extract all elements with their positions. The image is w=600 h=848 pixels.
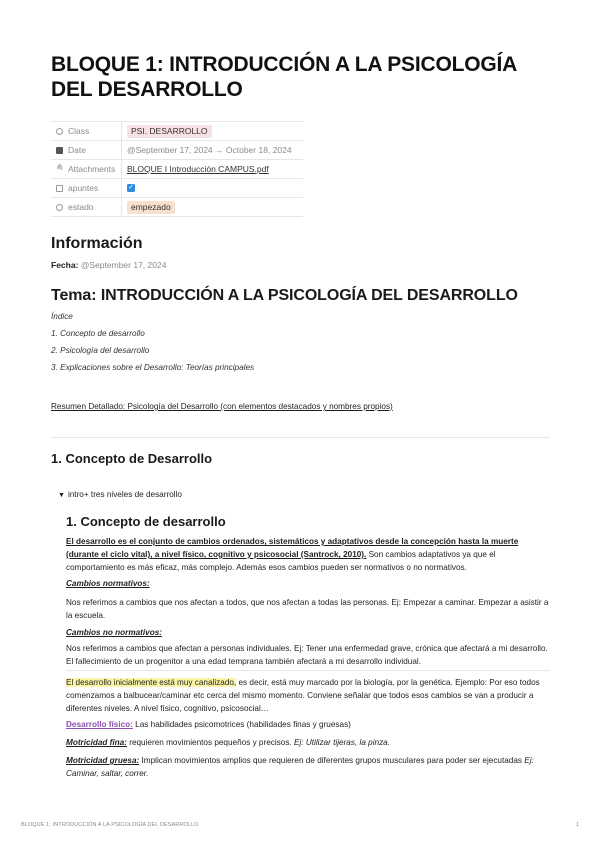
page-footer: BLOQUE 1: INTRODUCCIÓN A LA PSICOLOGÍA DEL DESARROLLO [21,822,199,828]
apuntes-checkbox[interactable]: ✓ [128,184,134,191]
definition-rest: Son cambios adaptativos ya que el comportamiento es más eficaz, más complejo. Además esos cambios pueden ser normativos o no normativos. [66,550,496,572]
sub-heading-concepto: 1. Concepto de desarrollo [66,514,226,529]
property-estado [51,198,303,217]
section-heading-concepto: 1. Concepto de Desarrollo [51,451,213,466]
calendar-icon [56,147,63,154]
property-attachments-key: Attachments [68,164,116,174]
fisico-line: Desarrollo físico: Las habilidades psicomotrices (habilidades finas y gruesas) [66,720,351,729]
informacion-heading: Información [51,235,143,252]
paperclip-icon: 🖇 [56,164,64,171]
fecha-value: @September 17, 2024 [80,260,167,270]
indice-item-3: 3. Explicaciones sobre el Desarrollo: Teorías principales [51,363,255,372]
fecha-line [51,260,166,270]
property-class [51,122,303,141]
tema-label: Tema: [51,287,97,304]
tema-text: INTRODUCCIÓN A LA PSICOLOGÍA DEL DESARROLLO [100,287,518,304]
fecha-label: Fecha: [51,260,79,270]
page-number: 1 [576,822,580,828]
page-title: BLOQUE 1: INTRODUCCIÓN A LA PSICOLOGÍA DEL DESARROLLO [51,53,517,101]
toggle-block[interactable] [58,490,182,499]
triangle-down-icon[interactable]: ▼ [58,492,65,499]
status-icon [56,204,63,211]
no-normativos-text: Nos referimos a cambios que afectan a personas individuales. Ej: Tener una enfermedad grave, crónica que afectará a mi desarrollo. El fallecimiento de un progenitor a una edad temprana también afectará a mi desarrollo individual. [66,644,548,666]
highlighted-text: El desarrollo inicialmente está muy canalizado, [66,678,237,687]
property-class-key: Class [68,126,90,136]
divider [66,670,550,671]
fina-label: Motricidad fina: [66,738,127,747]
attachment-link[interactable]: BLOQUE I Introducción CAMPUS.pdf [127,164,269,174]
resumen-link[interactable]: Resumen Detallado: Psicología del Desarrollo (con elementos destacados y nombres propios) [51,402,393,411]
gruesa-label: Motricidad gruesa: [66,756,140,765]
status-badge[interactable]: empezado [127,201,175,214]
property-date-key: Date [68,145,86,155]
normativos-label: Cambios normativos: [66,579,150,588]
fisico-label: Desarrollo físico: [66,720,133,729]
tema-heading [51,287,518,305]
select-icon [56,128,63,135]
fina-line: Motricidad fina: requieren movimientos pequeños y precisos. Ej: Utilizar tijeras, la pinza. [66,738,390,747]
property-attachments [51,160,303,179]
canalizado-paragraph: El desarrollo inicialmente está muy canalizado, es decir, está muy marcado por la biología, por la genética. Ejemplo: Por eso todos comenzamos a balbucear/caminar etc cerca del mismo momento. Conviene señalar que todos esos cambios se van a producir a diferentes niveles. A nivel físico, cognitivo, psicosocial… [66,678,540,713]
properties-table [51,121,303,217]
property-date [51,141,303,160]
checkbox-icon [56,185,63,192]
definition-paragraph [66,535,550,574]
date-value[interactable]: @September 17, 2024 → October 18, 2024 [127,145,292,155]
property-apuntes-key: apuntes [68,183,99,193]
class-tag[interactable]: PSI. DESARROLLO [127,125,212,138]
divider [51,437,550,438]
indice-item-2: 2. Psicología del desarrollo [51,346,150,355]
indice-item-1: 1. Concepto de desarrollo [51,329,145,338]
no-normativos-label: Cambios no normativos: [66,628,162,637]
definition-bold: El desarrollo es el conjunto de cambios ordenados, sistemáticos y adaptativos desde la concepción hasta la muerte (durante el ciclo vital), a nivel físico, cognitivo y psicosocial (Santrock, 2010). [66,537,519,559]
property-apuntes [51,179,303,198]
indice-label: Índice [51,312,73,321]
gruesa-line: Motricidad gruesa: Implican movimientos amplios que requieren de diferentes grupos musculares para poder ser ejecutadas Ej: Caminar, saltar, correr. [66,756,534,778]
toggle-label: intro+ tres niveles de desarrollo [67,490,182,499]
normativos-text: Nos referimos a cambios que nos afectan a todos, que nos afectan a todas las personas. Ej: Empezar a caminar. Empezar a asistir a la escuela. [66,598,549,620]
property-estado-key: estado [68,202,94,212]
